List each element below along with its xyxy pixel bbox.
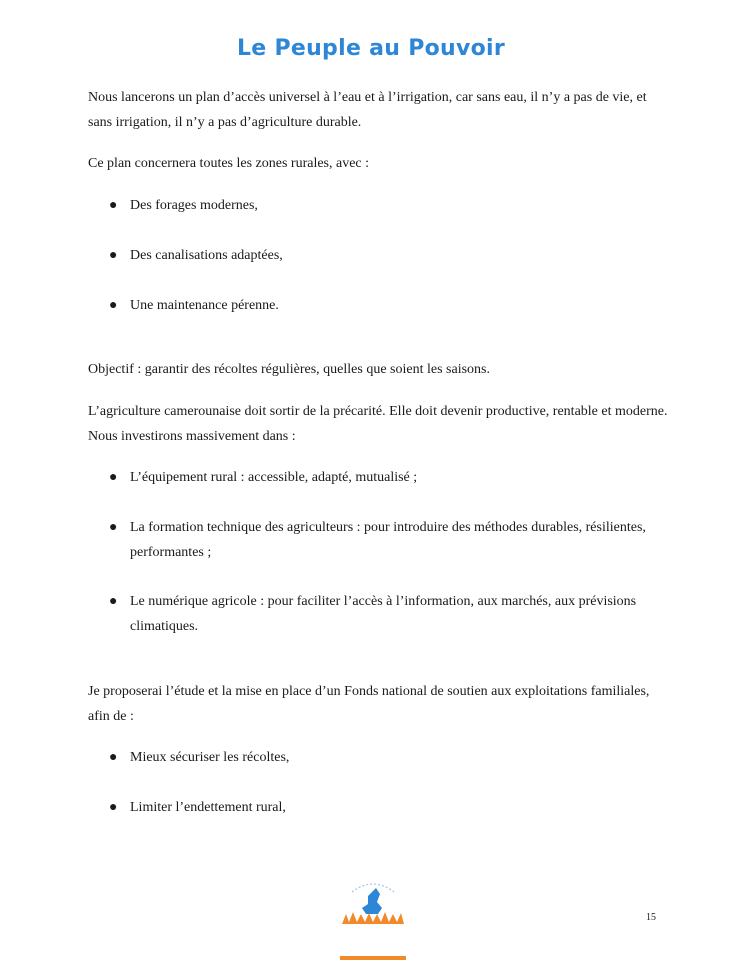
list-item-text: Des forages modernes, (130, 198, 258, 213)
page-number: 15 (646, 912, 656, 923)
list-item (88, 589, 668, 639)
list-item (88, 745, 668, 770)
list-item-text: Le numérique agricole : pour faciliter l’accès à l’information, aux marchés, aux prévisions climatiques. (130, 594, 637, 634)
bullet-icon: ● (109, 750, 118, 765)
paragraph-national-fund: Je proposerai l’étude et la mise en place d’un Fonds national de soutien aux exploitations familiales, afin de : (88, 684, 650, 724)
paragraph-water-plan: Nous lancerons un plan d’accès universel à l’eau et à l’irrigation, car sans eau, il n’y a pas de vie, et sans irrigation, il n’y a pas d’agriculture durable. (88, 90, 647, 130)
bullet-icon: ● (109, 800, 118, 815)
paragraph-objective: Objectif : garantir des récoltes régulières, quelles que soient les saisons. (88, 362, 490, 377)
cameroon-map-grass-icon (338, 878, 408, 928)
list-item (88, 465, 668, 490)
list-item-text: Limiter l’endettement rural, (130, 800, 286, 815)
document-body (88, 85, 668, 820)
list-item-text: Mieux sécuriser les récoltes, (130, 750, 290, 765)
paragraph-rural-zones: Ce plan concernera toutes les zones rurales, avec : (88, 156, 370, 171)
list-item-text: Une maintenance pérenne. (130, 298, 279, 313)
paragraph-agriculture: L’agriculture camerounaise doit sortir de la précarité. Elle doit devenir productive, rentable et moderne. Nous investirons massivement dans : (88, 404, 668, 444)
list-item-text: L’équipement rural : accessible, adapté, mutualisé ; (130, 470, 418, 485)
bullet-icon: ● (109, 298, 118, 313)
list-item (88, 795, 668, 820)
list-item (88, 193, 668, 218)
bullet-icon: ● (109, 520, 118, 535)
list-item-text: La formation technique des agriculteurs : pour introduire des méthodes durables, résilientes, performantes ; (130, 520, 646, 560)
footer-accent-bar (340, 956, 406, 960)
bullet-icon: ● (109, 198, 118, 213)
list-item (88, 515, 668, 565)
list-item (88, 293, 668, 318)
page-title: Le Peuple au Pouvoir (236, 36, 506, 61)
list-item (88, 243, 668, 268)
bullet-icon: ● (109, 248, 118, 263)
bullet-icon: ● (109, 594, 118, 609)
bullet-icon: ● (109, 470, 118, 485)
list-item-text: Des canalisations adaptées, (130, 248, 283, 263)
